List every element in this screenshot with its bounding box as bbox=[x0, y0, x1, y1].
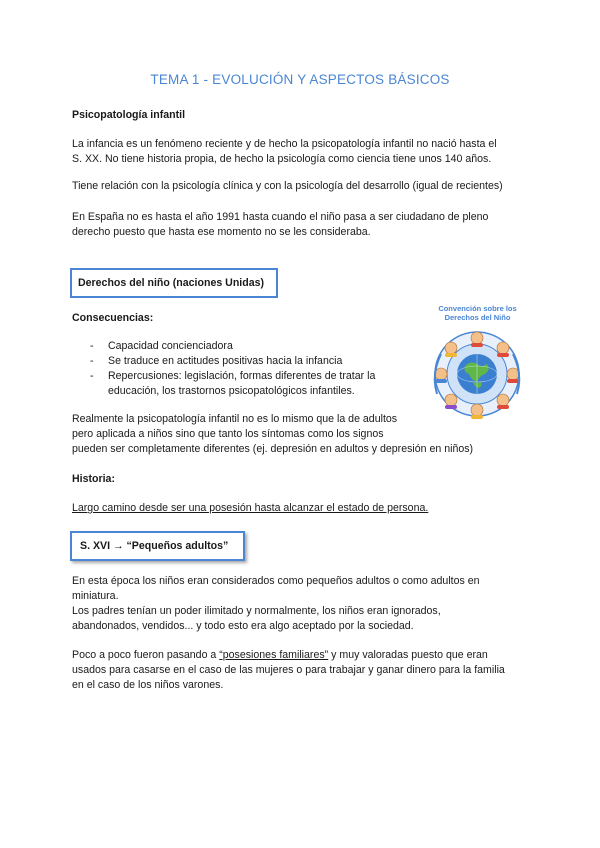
p4-line-1: Realmente la psicopatología infantil no es lo mismo que la de adultos bbox=[72, 413, 398, 425]
p4-line-2: pero aplicada a niños sino que tanto los síntomas como los signos bbox=[72, 428, 384, 440]
consecuencias-heading: Consecuencias: bbox=[72, 312, 154, 324]
p1-line-1: La infancia es un fenómeno reciente y de hecho la psicopatología infantil no nació hasta el bbox=[72, 138, 497, 150]
paragraph-7 bbox=[72, 648, 505, 693]
un-convention-logo bbox=[415, 304, 540, 424]
page-title: TEMA 1 - EVOLUCIÓN Y ASPECTOS BÁSICOS bbox=[150, 72, 450, 87]
historia-heading: Historia: bbox=[72, 473, 115, 485]
list-item: - Capacidad concienciadora bbox=[86, 339, 386, 354]
p3-line-1: En España no es hasta el año 1991 hasta cuando el niño pasa a ser ciudadano de pleno bbox=[72, 211, 489, 223]
rights-box bbox=[70, 268, 278, 298]
p7-underlined: “posesiones familiares” bbox=[219, 649, 329, 661]
rights-box-label: Derechos del niño (naciones Unidas) bbox=[78, 277, 265, 289]
paragraph-2: Tiene relación con la psicología clínica y con la psicología del desarrollo (igual de recientes) bbox=[72, 180, 503, 192]
paragraph-3 bbox=[72, 210, 488, 240]
paragraph-1 bbox=[72, 137, 497, 167]
consequences-list bbox=[86, 339, 386, 399]
paragraph-4 bbox=[72, 412, 473, 457]
p5-line-1: En esta época los niños eran considerados como pequeños adultos o como adultos en bbox=[72, 575, 480, 587]
list-item: - Se traduce en actitudes positivas hacia la infancia bbox=[86, 354, 386, 369]
p7-pre: Poco a poco fueron pasando a bbox=[72, 649, 220, 661]
p7-line-2: usados para casarse en el caso de las mujeres o para trabajar y ganar dinero para la familia bbox=[72, 664, 505, 676]
list-item: - Repercusiones: legislación, formas diferentes de tratar la educación, los trastornos psicopatológicos infantiles. bbox=[86, 369, 386, 399]
century-box-label: S. XVI → “Pequeños adultos” bbox=[80, 540, 229, 552]
p7-line-3: en el caso de los niños varones. bbox=[72, 679, 224, 691]
logo-text-line-1: Convención sobre los bbox=[438, 304, 517, 313]
p3-line-2: derecho puesto que hasta ese momento no se les consideraba. bbox=[72, 226, 371, 238]
century-box bbox=[70, 531, 245, 561]
p5-line-2: miniatura. bbox=[72, 590, 119, 602]
p1-line-2: S. XX. No tiene historia propia, de hecho la psicología como ciencia tiene unos 140 años. bbox=[72, 153, 492, 165]
logo-text-line-2: Derechos del Niño bbox=[444, 313, 511, 322]
paragraph-5 bbox=[72, 574, 480, 634]
un-emblem-icon bbox=[415, 324, 540, 424]
p4-line-3: pueden ser completamente diferentes (ej. depresión en adultos y depresión en niños) bbox=[72, 443, 474, 455]
p6-line-1: Los padres tenían un poder ilimitado y normalmente, los niños eran ignorados, bbox=[72, 605, 441, 617]
section-heading: Psicopatología infantil bbox=[72, 109, 186, 121]
p6-line-2: abandonados, vendidos... y todo esto era algo aceptado por la sociedad. bbox=[72, 620, 414, 632]
p7-post: y muy valoradas puesto que eran bbox=[328, 649, 488, 661]
historia-subheading: Largo camino desde ser una posesión hasta alcanzar el estado de persona. bbox=[72, 502, 429, 514]
p7-line-1 bbox=[72, 648, 505, 663]
